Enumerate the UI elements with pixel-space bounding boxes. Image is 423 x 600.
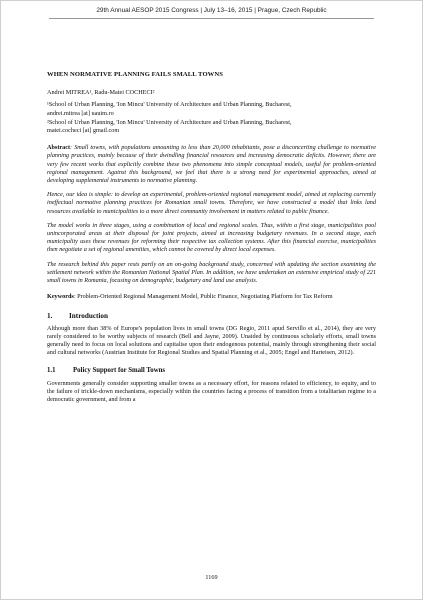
keywords-label: Keywords xyxy=(47,293,74,301)
abstract-paragraph: The research behind this paper rests partly on an on-going background study, concerned with updating the section examining the settlement network within the Romanian National Spatial Plan. In addition, we have undertaken an extensive empirical study of 221 small towns in Romania, focusing on demographic, budgetary and land use analysis. xyxy=(47,260,376,285)
section-title: Introduction xyxy=(69,312,109,321)
abstract-label: Abstract xyxy=(47,144,71,152)
page-number: 1169 xyxy=(205,574,218,581)
subsection-number: 1.1 xyxy=(47,367,56,375)
page-content xyxy=(47,71,376,404)
header-divider xyxy=(49,18,374,19)
affiliation-1 xyxy=(47,101,376,117)
affiliation-2-email: matei.cocheci [at] gmail.com xyxy=(47,127,120,135)
introduction-paragraph: Although more than 38% of Europe's population lives in small towns (DG Regio, 2011 apud Servillo et al., 2014), they are very rarely considered to be worthy subjects of research (Bell and Jayne, 2009). Unaided by continuous scholarly efforts, small towns generally need to focus on local solutions and capitalise upon their endogenous potential, mainly through strengthening their social and cultural networks (Austrian Institute for Regional Studies and Spatial Planning et al., 2005; Engel and Harteisen, 2012). xyxy=(47,324,376,357)
affiliation-1-institution: ¹School of Urban Planning, 'Ion Mincu' University of Architecture and Urban Planning, Bucharest, xyxy=(47,101,292,109)
abstract-paragraph: The model works in three stages, using a combination of local and regional scales. Thus, within a first stage, municipalities pool unincorporated areas at their disposal for joint projects, aimed at increasing budgetary revenues. In a second stage, each municipality uses these revenues for reforming their respective tax collection systems. After this financial exercise, municipalities then negotiate a set of regional amenities, which cannot be covered by direct local expenses. xyxy=(47,221,376,254)
paper-authors: Andrei MITREA¹, Radu-Matei COCHECI² xyxy=(47,89,155,97)
paper-title: WHEN NORMATIVE PLANNING FAILS SMALL TOWNS xyxy=(47,71,223,78)
section-heading-introduction xyxy=(47,312,376,320)
affiliation-2-institution: ²School of Urban Planning, 'Ion Mincu' University of Architecture and Urban Planning, Bucharest, xyxy=(47,118,292,126)
affiliation-1-email: andrei.mitrea [at] uauim.ro xyxy=(47,109,114,117)
policy-support-paragraph: Governments generally consider supporting smaller towns as a necessary effort, for reasons related to efficiency, to equity, and to the failure of trickle-down mechanisms, especially within the countries facing a process of transition from a totalitarian regime to a democratic government, and from a xyxy=(47,379,376,404)
keywords-text: : Problem-Oriented Regional Management Model, Public Finance, Negotiating Platform for Tax Reform xyxy=(73,293,333,301)
section-number: 1. xyxy=(47,312,53,321)
affiliation-2 xyxy=(47,119,376,135)
abstract-paragraph: Hence, our idea is simple: to develop an experimental, problem-oriented regional management model, aimed at replacing currently ineffectual normative planning practices for Romanian small towns. Therefore, we have constructed a model that links land resources available to municipalities to a more direct community involvement in matters related to public finance. xyxy=(47,191,376,215)
running-header: 29th Annual AESOP 2015 Congress | July 13–16, 2015 | Prague, Czech Republic xyxy=(96,7,327,14)
abstract xyxy=(47,144,376,185)
subsection-heading-policy-support xyxy=(47,367,376,375)
abstract-text: : Small towns, with populations amounting to less than 20,000 inhabitants, pose a disconcerting challenge to normative planning practices, mainly because of their dwindling financial resources and increasing democratic deficits. However, there are very few recent works that explicitly combine these two phenomena into simple conceptual models, useful for problem-oriented regional management. Against this background, we feel that there is a strong need for experimental approaches, aimed at developing supplemental instruments to normative planning. xyxy=(47,144,376,185)
subsection-title: Policy Support for Small Towns xyxy=(73,367,166,375)
keywords xyxy=(47,293,376,301)
